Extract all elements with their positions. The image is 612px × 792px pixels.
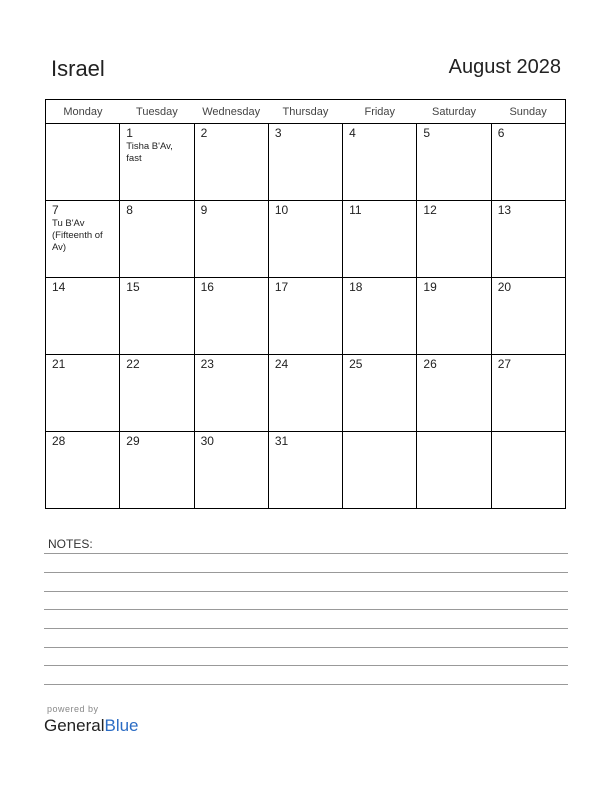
day-number: 6 [497,126,505,140]
note-line [44,553,568,554]
brand-general: General [44,716,105,735]
day-number: 28 [52,434,66,448]
day-cell [120,124,194,201]
week-row [46,432,566,509]
note-line [44,665,568,666]
day-number: 31 [274,434,289,448]
day-number: 4 [349,126,356,140]
brand-blue: Blue [104,716,139,735]
holiday-label: Tisha B'Av, fast [126,141,173,164]
day-cell [194,278,268,355]
day-number: 29 [126,434,140,448]
day-cell [268,355,342,432]
day-number: 19 [423,280,437,294]
weekday-header: Saturday [417,100,491,124]
day-number: 7 [52,203,59,217]
weekday-header: Wednesday [194,100,268,124]
day-cell [491,124,565,201]
day-cell [46,201,120,278]
powered-by-text: powered by [47,704,99,714]
note-line [44,628,568,629]
day-number: 11 [349,203,362,217]
day-cell [194,432,268,509]
day-cell [120,355,194,432]
day-cell [417,124,491,201]
day-cell [343,124,417,201]
week-row [46,201,566,278]
calendar-grid [45,99,566,509]
month-year-title: August 2028 [448,56,561,78]
day-cell [343,432,417,509]
day-cell [343,278,417,355]
day-number: 27 [497,357,512,371]
day-cell [491,278,565,355]
day-number: 22 [126,357,140,371]
day-number: 13 [497,203,512,217]
day-number: 26 [423,357,437,371]
day-cell [417,355,491,432]
day-number: 10 [274,203,289,217]
day-cell [491,355,565,432]
day-number: 30 [200,434,214,448]
note-line [44,609,568,610]
day-number: 5 [423,126,431,140]
weekday-header: Sunday [491,100,565,124]
holiday-label: Tu B'Av (Fifteenth of Av) [52,218,103,253]
day-number: 16 [200,280,214,294]
day-cell [120,432,194,509]
weekday-header: Monday [46,100,120,124]
note-line [44,591,568,592]
day-number: 1 [126,126,133,140]
day-number: 14 [52,280,66,294]
day-cell [343,355,417,432]
note-line [44,572,568,573]
week-row [46,278,566,355]
day-number: 25 [349,357,363,371]
day-number: 3 [274,126,282,140]
day-cell [491,201,565,278]
day-number: 20 [497,280,512,294]
day-cell [417,432,491,509]
day-number: 23 [200,357,214,371]
day-cell [268,432,342,509]
country-title: Israel [51,56,105,81]
weekday-header-row [46,100,566,124]
day-number: 24 [274,357,289,371]
day-number: 18 [349,280,363,294]
day-number: 12 [423,203,437,217]
day-number: 2 [200,126,208,140]
day-cell [268,278,342,355]
weekday-header: Tuesday [120,100,194,124]
day-cell [268,124,342,201]
day-cell [46,124,120,201]
brand-logo [44,716,139,736]
day-cell [46,278,120,355]
day-cell [268,201,342,278]
note-line [44,684,568,685]
day-number: 9 [200,203,208,217]
day-cell [194,355,268,432]
day-cell [46,355,120,432]
day-cell [120,201,194,278]
day-number: 17 [274,280,289,294]
note-line [44,647,568,648]
day-cell [194,124,268,201]
day-number: 15 [126,280,140,294]
day-number: 21 [52,357,66,371]
week-row [46,124,566,201]
day-cell [491,432,565,509]
day-cell [120,278,194,355]
day-cell [417,201,491,278]
weekday-header: Friday [343,100,417,124]
day-cell [194,201,268,278]
day-number: 8 [126,203,133,217]
weekday-header: Thursday [268,100,342,124]
notes-label: NOTES: [48,537,93,551]
day-cell [343,201,417,278]
day-cell [46,432,120,509]
day-cell [417,278,491,355]
week-row [46,355,566,432]
